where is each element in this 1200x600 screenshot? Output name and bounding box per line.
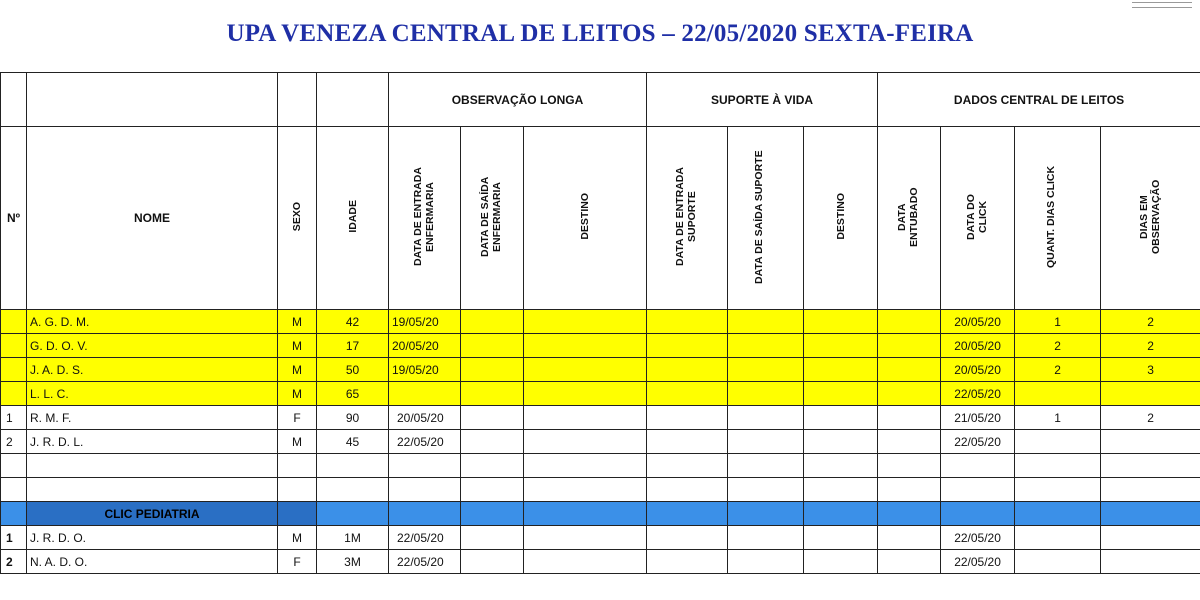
header-data-entubado: DATA ENTUBADO <box>896 186 921 247</box>
row-entrada: 22/05/20 <box>389 430 461 454</box>
row-nome: N. A. D. O. <box>27 550 278 574</box>
header-saida-enfermaria: DATA DE SAÍDA ENFERMARIA <box>479 176 503 257</box>
empty-row <box>1 454 1200 478</box>
row-quant <box>1015 382 1101 406</box>
row-nome: J. R. D. O. <box>27 526 278 550</box>
row-idade: 50 <box>317 358 389 382</box>
row-dias: 2 <box>1101 310 1200 334</box>
header-destino-1: DESTINO <box>579 193 591 240</box>
row-quant: 2 <box>1015 358 1101 382</box>
row-nome: J. A. D. S. <box>27 358 278 382</box>
corner-decoration <box>1132 2 1192 8</box>
header-idade: IDADE <box>346 200 359 233</box>
header-destino-2: DESTINO <box>834 193 847 240</box>
table-row <box>1 406 1200 430</box>
header-saida-suporte: DATA DE SAÍDA SUPORTE <box>752 149 765 284</box>
row-idade: 42 <box>317 310 389 334</box>
row-click: 20/05/20 <box>941 358 1015 382</box>
row-entrada: 22/05/20 <box>389 550 461 574</box>
row-dias: 2 <box>1101 406 1200 430</box>
row-num: 2 <box>1 550 27 574</box>
group-suporte-vida: SUPORTE À VIDA <box>647 73 878 127</box>
row-sexo: M <box>278 526 317 550</box>
row-num: 2 <box>1 430 27 454</box>
row-entrada: 20/05/20 <box>389 406 461 430</box>
row-click: 22/05/20 <box>941 526 1015 550</box>
table-row <box>1 526 1200 550</box>
header-data-click: DATA DO CLICK <box>964 193 989 240</box>
row-click: 22/05/20 <box>941 382 1015 406</box>
page-title: UPA VENEZA CENTRAL DE LEITOS – 22/05/2020 SEXTA-FEIRA <box>226 20 974 47</box>
row-dias <box>1101 430 1200 454</box>
header-dias-observacao: DIAS EM OBSERVAÇÃO <box>1137 179 1162 254</box>
row-click: 20/05/20 <box>941 334 1015 358</box>
row-num: 1 <box>1 406 27 430</box>
group-header-row <box>1 73 1200 127</box>
header-sexo: SEXO <box>291 201 303 232</box>
group-dados-central: DADOS CENTRAL DE LEITOS <box>878 73 1200 127</box>
column-header-row <box>1 127 1200 310</box>
row-idade: 90 <box>317 406 389 430</box>
header-num: Nº <box>1 127 27 310</box>
row-sexo: M <box>278 334 317 358</box>
table-row <box>1 430 1200 454</box>
row-sexo: M <box>278 310 317 334</box>
row-quant: 1 <box>1015 310 1101 334</box>
row-entrada: 22/05/20 <box>389 526 461 550</box>
row-num <box>1 310 27 334</box>
section-row <box>1 502 1200 526</box>
row-sexo: M <box>278 430 317 454</box>
row-entrada: 19/05/20 <box>389 358 461 382</box>
row-click: 21/05/20 <box>941 406 1015 430</box>
row-dias <box>1101 382 1200 406</box>
header-entrada-enfermaria: DATA DE ENTRADA ENFERMARIA <box>411 167 436 266</box>
row-dias: 2 <box>1101 334 1200 358</box>
row-sexo: M <box>278 358 317 382</box>
row-sexo: F <box>278 406 317 430</box>
section-label: CLIC PEDIATRIA <box>27 502 278 526</box>
row-idade: 1M <box>317 526 389 550</box>
table-row <box>1 358 1200 382</box>
row-idade: 3M <box>317 550 389 574</box>
row-sexo: F <box>278 550 317 574</box>
header-nome: NOME <box>27 127 278 310</box>
row-num: 1 <box>1 526 27 550</box>
row-idade: 45 <box>317 430 389 454</box>
beds-table <box>0 72 1200 574</box>
row-num <box>1 358 27 382</box>
row-nome: R. M. F. <box>27 406 278 430</box>
row-dias: 3 <box>1101 358 1200 382</box>
row-sexo: M <box>278 382 317 406</box>
empty-row <box>1 478 1200 502</box>
table-row <box>1 310 1200 334</box>
row-nome: J. R. D. L. <box>27 430 278 454</box>
table-row <box>1 382 1200 406</box>
row-nome: L. L. C. <box>27 382 278 406</box>
row-idade: 17 <box>317 334 389 358</box>
row-quant: 2 <box>1015 334 1101 358</box>
row-entrada <box>389 382 461 406</box>
row-nome: G. D. O. V. <box>27 334 278 358</box>
row-num <box>1 334 27 358</box>
row-nome: A. G. D. M. <box>27 310 278 334</box>
row-entrada: 19/05/20 <box>389 310 461 334</box>
row-idade: 65 <box>317 382 389 406</box>
table-row <box>1 550 1200 574</box>
header-quant-dias-click: QUANT. DIAS CLICK <box>1044 165 1057 268</box>
row-click: 22/05/20 <box>941 550 1015 574</box>
header-entrada-suporte: DATA DE ENTRADA SUPORTE <box>674 167 699 266</box>
row-click: 22/05/20 <box>941 430 1015 454</box>
group-observacao-longa: OBSERVAÇÃO LONGA <box>389 73 647 127</box>
row-quant: 1 <box>1015 406 1101 430</box>
table-row <box>1 334 1200 358</box>
row-num <box>1 382 27 406</box>
row-click: 20/05/20 <box>941 310 1015 334</box>
row-quant <box>1015 430 1101 454</box>
row-entrada: 20/05/20 <box>389 334 461 358</box>
